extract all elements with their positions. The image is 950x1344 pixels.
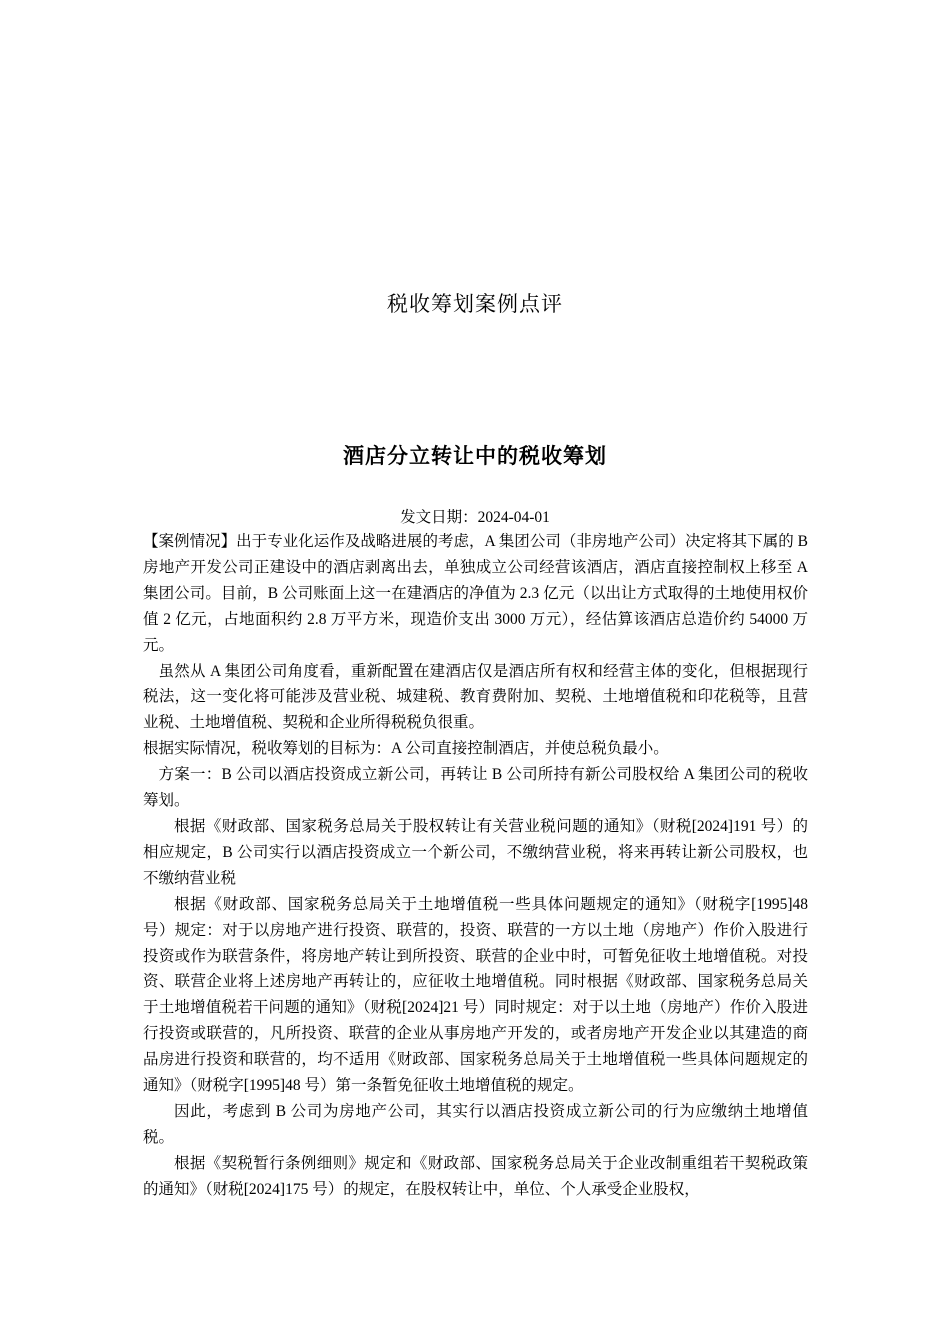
paragraph-analysis: 虽然从 A 集团公司角度看，重新配置在建酒店仅是酒店所有权和经营主体的变化，但根据现行税法，这一变化将可能涉及营业税、城建税、教育费附加、契税、土地增值税和印花税等，且营业税、土地增值税、契税和企业所得税税负很重。 [143,662,808,732]
date-value: 2024-04-01 [477,509,550,526]
paragraph-goal: 根据实际情况，税收筹划的目标为：A 公司直接控制酒店，并使总税负最小。 [143,740,669,758]
article-title: 酒店分立转让中的税收筹划 [343,444,607,468]
series-title: 税收筹划案例点评 [387,292,563,316]
publish-date [0,505,950,527]
paragraph-case-situation: 【案例情况】出于专业化运作及战略进展的考虑，A 集团公司（非房地产公司）决定将其下属的 B 房地产开发公司正建设中的酒店剥离出去，单独成立公司经营该酒店，酒店直接控制权上移至 A 集团公司。目前，B 公司账面上这一在建酒店的净值为 2.3 亿元（以出让方式取得的土地使用权价值 2 亿元，占地面积约 2.8 万平方米，现造价支出 3000 万元），经估算该酒店总造价约 54000 万元。 [143,533,808,654]
article-body [143,529,808,1203]
date-label: 发文日期： [400,509,478,526]
paragraph-plan-one: 方案一：B 公司以酒店投资成立新公司，再转让 B 公司所持有新公司股权给 A 集团公司的税收筹划。 [143,766,808,810]
paragraph-conclusion: 因此，考虑到 B 公司为房地产公司，其实行以酒店投资成立新公司的行为应缴纳土地增值税。 [143,1102,808,1146]
paragraph-business-tax: 根据《财政部、国家税务总局关于股权转让有关营业税问题的通知》（财税[2024]191 号）的相应规定，B 公司实行以酒店投资成立一个新公司，不缴纳营业税，将来再转让新公司股权，也不缴纳营业税 [143,817,808,887]
paragraph-deed-tax: 根据《契税暂行条例细则》规定和《财政部、国家税务总局关于企业改制重组若干契税政策的通知》（财税[2024]175 号）的规定，在股权转让中，单位、个人承受企业股权， [143,1154,808,1198]
paragraph-land-vat: 根据《财政部、国家税务总局关于土地增值税一些具体问题规定的通知》（财税字[1995]48 号）规定：对于以房地产进行投资、联营的，投资、联营的一方以土地（房地产）作价入股进行投资或作为联营条件，将房地产转让到所投资、联营的企业中时，可暂免征收土地增值税。对投资、联营企业将上述房地产再转让的，应征收土地增值税。同时根据《财政部、国家税务总局关于土地增值税若干问题的通知》（财税[2024]21 号）同时规定：对于以土地（房地产）作价入股进行投资或联营的，凡所投资、联营的企业从事房地产开发的，或者房地产开发企业以其建造的商品房进行投资和联营的，均不适用《财政部、国家税务总局关于土地增值税一些具体问题规定的通知》（财税字[1995]48 号）第一条暂免征收土地增值税的规定。 [143,895,808,1095]
